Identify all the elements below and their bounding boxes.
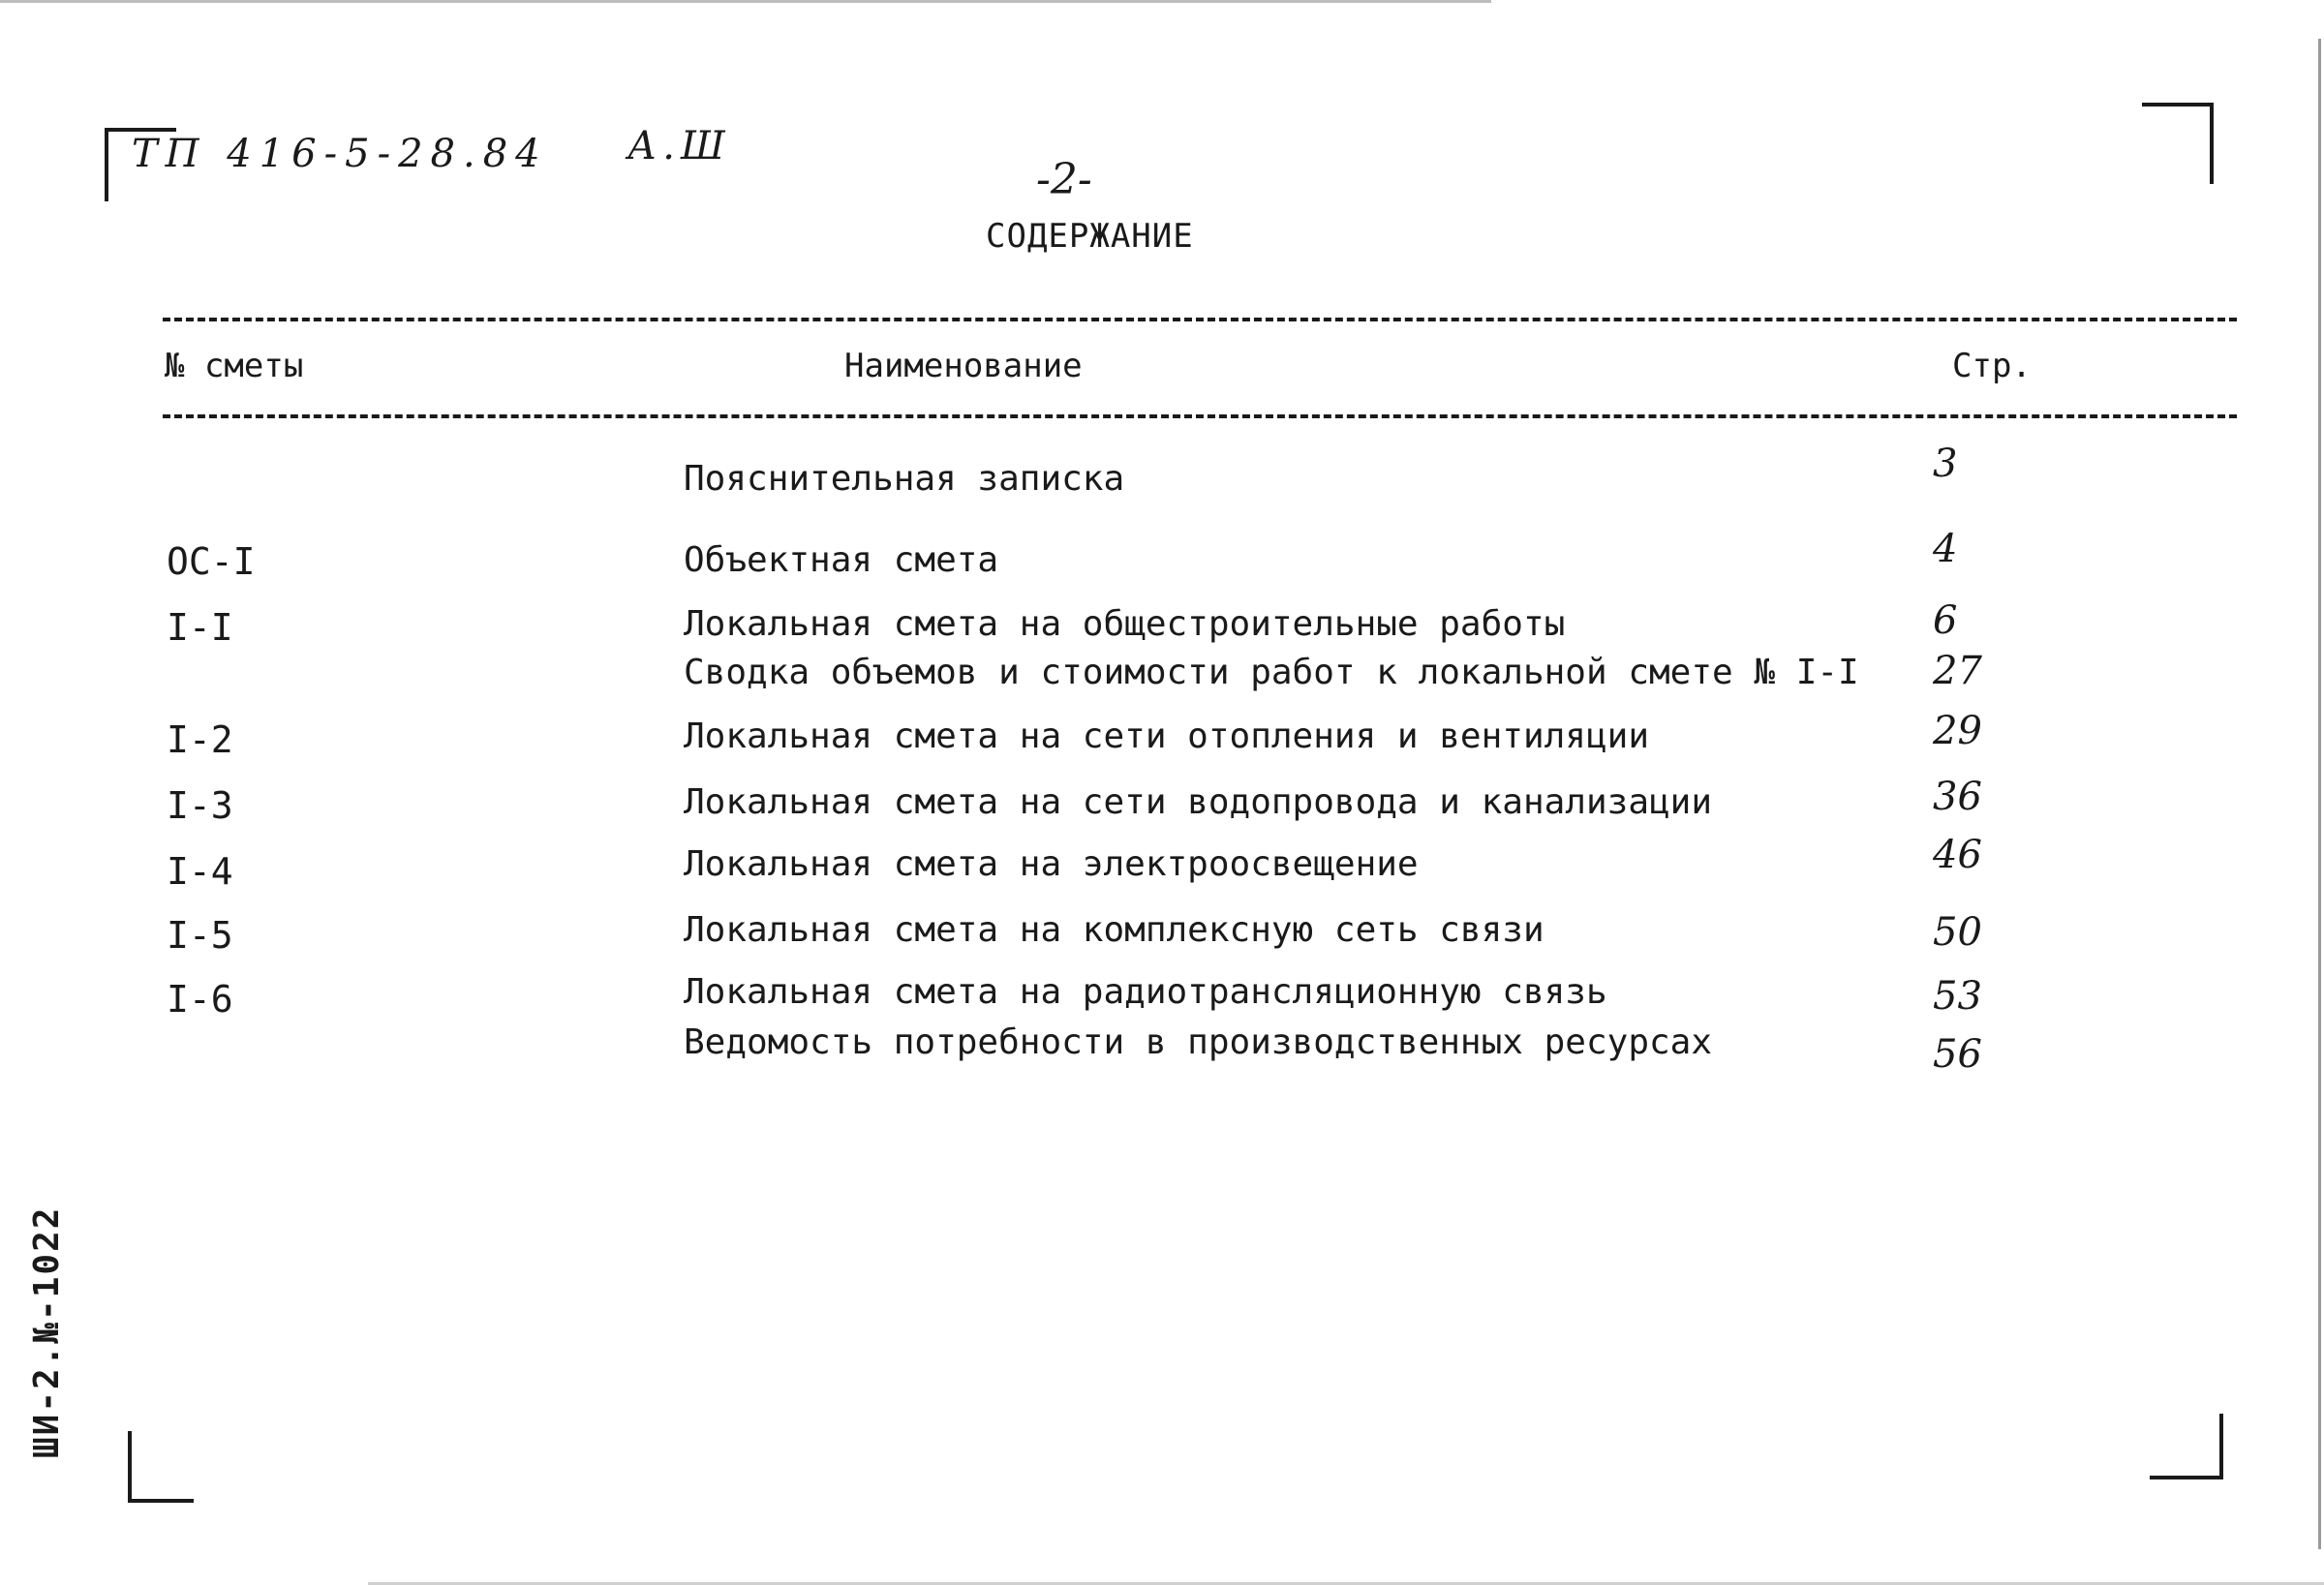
table-row-name: Локальная смета на радиотрансляционную связь: [684, 972, 1607, 1012]
column-header-name: Наименование: [844, 347, 1083, 385]
page-number: -2-: [1036, 155, 1092, 204]
table-row-page: 6: [1933, 598, 1958, 643]
column-header-page: Стр.: [1952, 347, 2032, 385]
table-row-code: ОС-I: [167, 540, 256, 583]
corner-mark-bottom-left: [128, 1431, 194, 1503]
table-row-page: 56: [1933, 1032, 1982, 1077]
table-row-page: 36: [1933, 775, 1982, 819]
table-row-name: Сводка объемов и стоимости работ к локальной смете № I-I: [684, 653, 1859, 692]
sheet-reference: А.Ш: [627, 124, 731, 168]
table-row-code: I-4: [167, 850, 233, 893]
table-row-name: Пояснительная записка: [684, 459, 1125, 499]
table-row-code: I-I: [167, 606, 233, 649]
table-row-page: 3: [1933, 442, 1958, 486]
column-header-number: № сметы: [165, 347, 304, 385]
contents-title: СОДЕРЖАНИЕ: [986, 217, 1194, 256]
scan-edge-right: [2318, 39, 2321, 1549]
table-header-bottom-rule: [163, 414, 2237, 418]
table-row-name: Локальная смета на сети отопления и вентиляции: [684, 717, 1649, 756]
table-row-page: 27: [1933, 649, 1982, 693]
table-row-name: Локальная смета на электроосвещение: [684, 844, 1419, 884]
table-row-page: 50: [1933, 910, 1982, 955]
corner-mark-top-right: [2142, 103, 2214, 184]
scan-edge-top: [0, 0, 1491, 3]
table-row-page: 4: [1933, 527, 1958, 571]
document-code: [132, 124, 731, 176]
table-header-top-rule: [163, 318, 2237, 321]
scan-edge-bottom: [368, 1582, 2324, 1585]
table-row-code: I-5: [167, 914, 233, 957]
table-row-code: I-6: [167, 978, 233, 1021]
table-row-page: 29: [1933, 709, 1982, 753]
table-row-page: 53: [1933, 974, 1982, 1019]
table-row-code: I-2: [167, 718, 233, 761]
table-row-name: Локальная смета на общестроительные работы: [684, 604, 1566, 644]
margin-stamp: ШИ-2.№-1022: [27, 1205, 67, 1458]
table-row-code: I-3: [167, 784, 233, 827]
document-code-text: ТП 416-5-28.84: [132, 132, 548, 176]
table-row-name: Объектная смета: [684, 540, 999, 580]
table-row-name: Ведомость потребности в производственных ресурсах: [684, 1022, 1713, 1062]
table-row-name: Локальная смета на комплексную сеть связи: [684, 910, 1544, 950]
corner-mark-bottom-right: [2150, 1414, 2223, 1479]
table-row-page: 46: [1933, 833, 1982, 877]
table-row-name: Локальная смета на сети водопровода и канализации: [684, 782, 1713, 822]
